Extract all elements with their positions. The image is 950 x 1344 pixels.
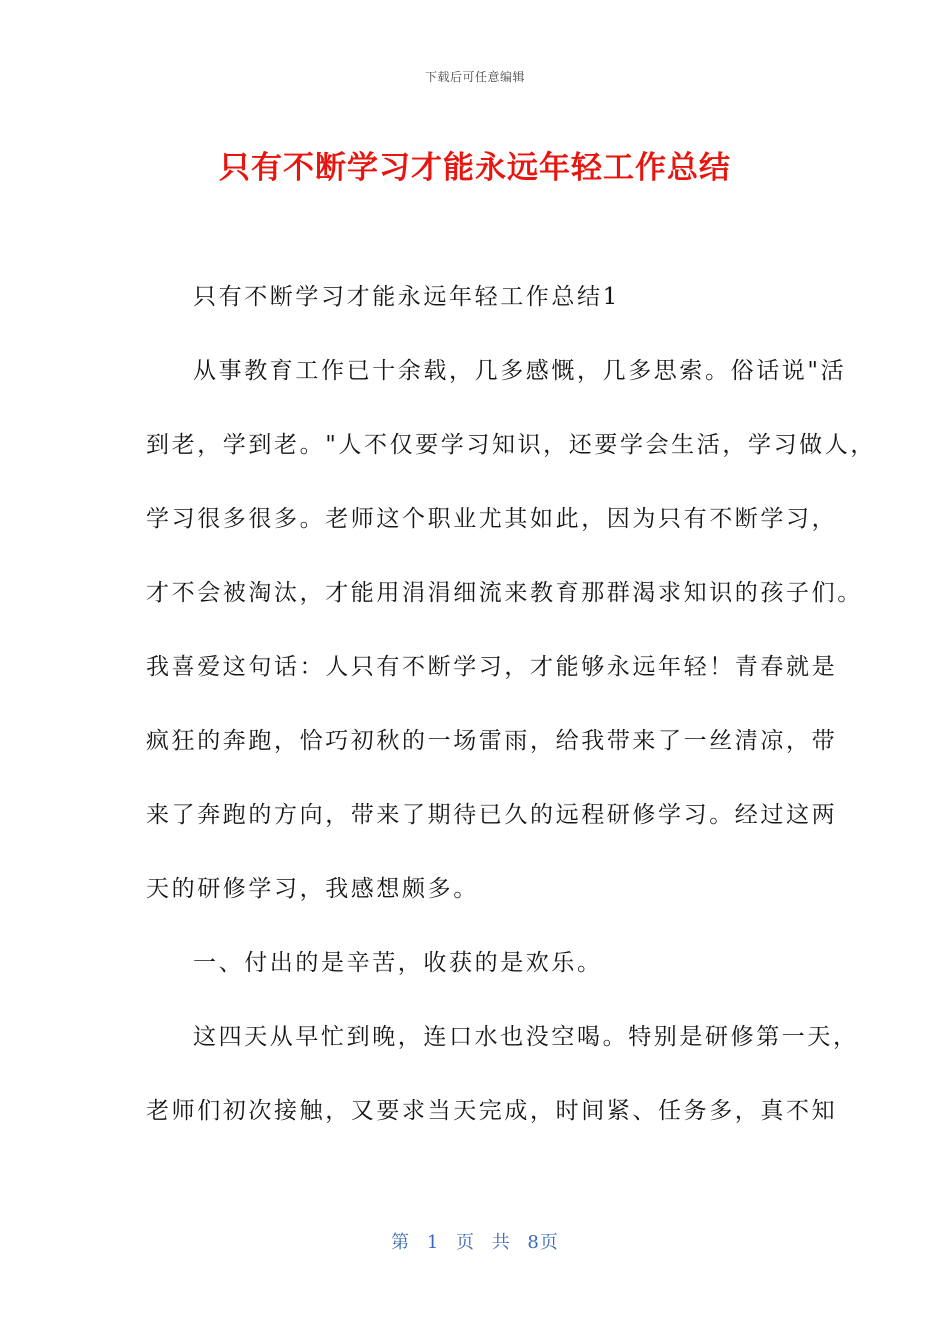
- paragraph-line: 学习很多很多。老师这个职业尤其如此，因为只有不断学习，: [146, 506, 838, 532]
- paragraph-line: 我喜爱这句话：人只有不断学习，才能够永远年轻！青春就是: [146, 654, 838, 680]
- section-heading: 只有不断学习才能永远年轻工作总结1: [193, 284, 620, 310]
- header-note: 下载后可任意编辑: [424, 70, 525, 84]
- paragraph-line: 来了奔跑的方向，带来了期待已久的远程研修学习。经过这两: [146, 802, 838, 828]
- paragraph-line: 老师们初次接触，又要求当天完成，时间紧、任务多，真不知: [146, 1098, 838, 1124]
- paragraph-line: 才不会被淘汰，才能用涓涓细流来教育那群渴求知识的孩子们。: [146, 580, 863, 606]
- paragraph-line: 疯狂的奔跑，恰巧初秋的一场雷雨，给我带来了一丝清凉，带: [146, 728, 838, 754]
- document-title: 只有不断学习才能永远年轻工作总结: [219, 150, 731, 186]
- page-footer: 第 1 页 共 8页: [391, 1232, 559, 1253]
- paragraph-line: 到老，学到老。"人不仅要学习知识，还要学会生活，学习做人，: [146, 432, 876, 458]
- subheading-line: 一、付出的是辛苦，收获的是欢乐。: [193, 950, 603, 976]
- paragraph-line: 从事教育工作已十余载，几多感慨，几多思索。俗话说"活: [193, 358, 847, 384]
- paragraph-line: 这四天从早忙到晚，连口水也没空喝。特别是研修第一天，: [193, 1024, 859, 1050]
- paragraph-line: 天的研修学习，我感想颇多。: [146, 876, 479, 902]
